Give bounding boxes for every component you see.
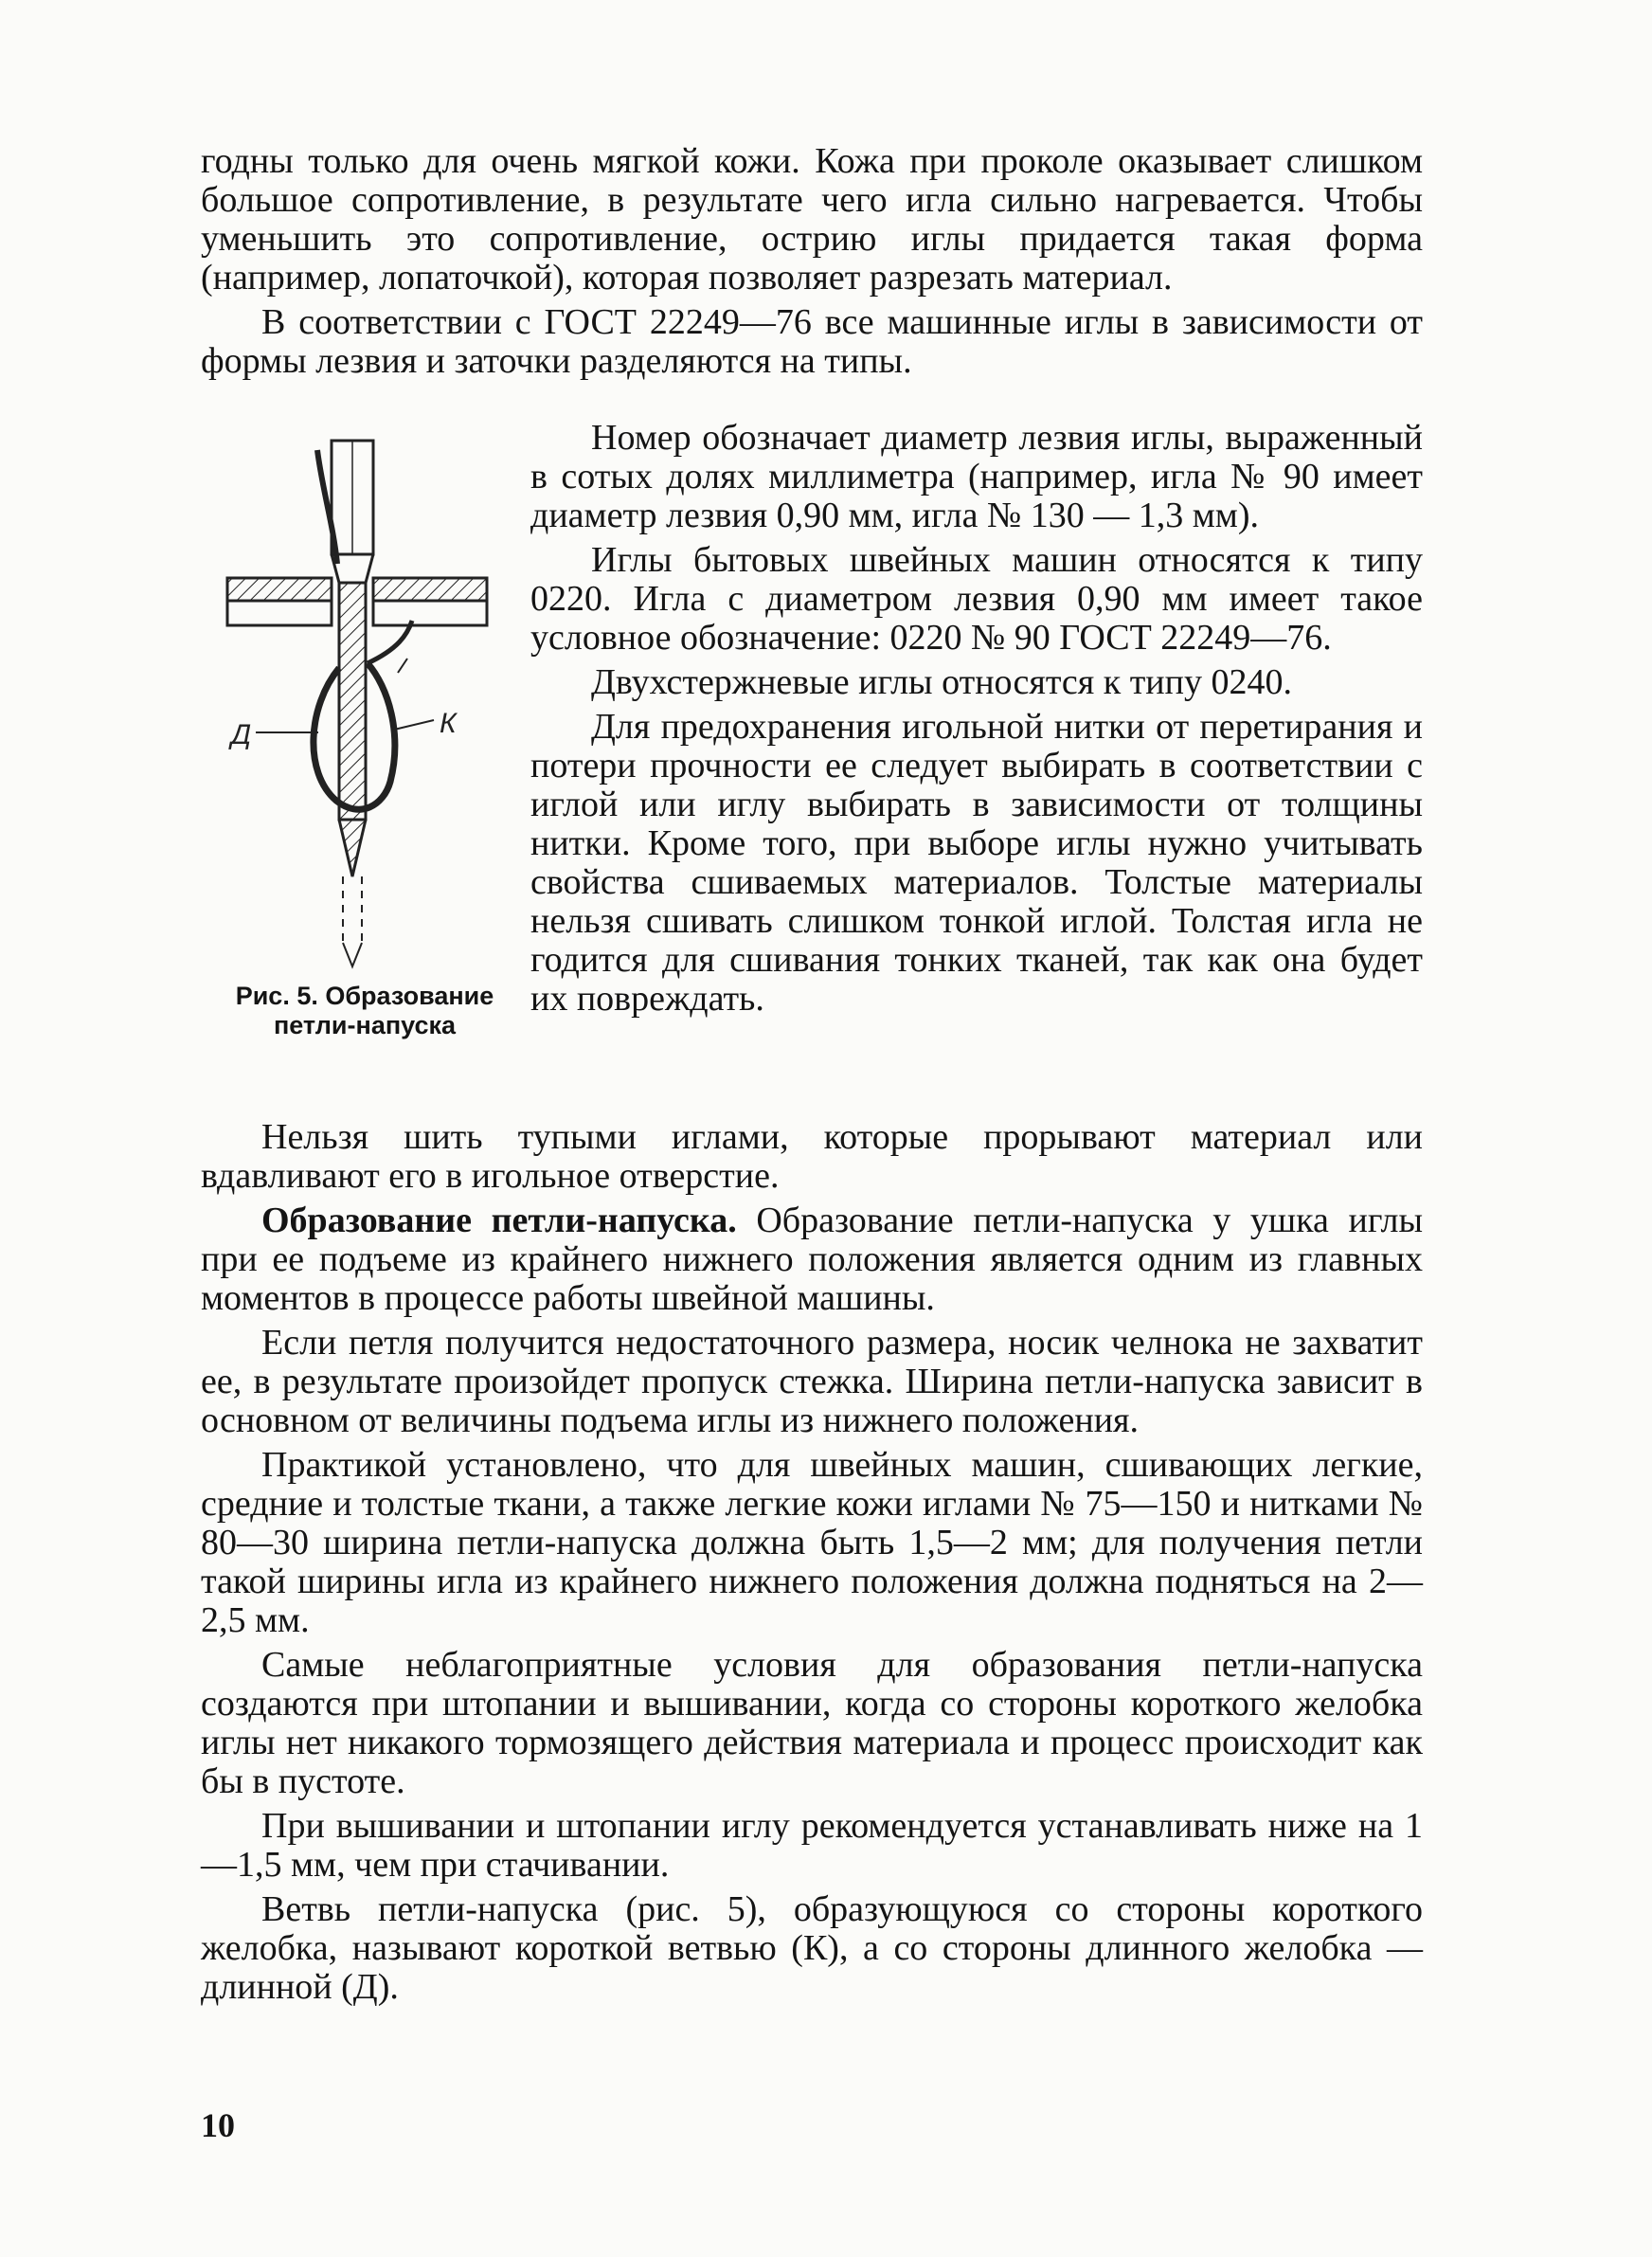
fabric-right-bottom — [373, 601, 487, 625]
paragraph-with-heading — [201, 1201, 1423, 1318]
paragraph: Если петля получится недостаточного размера, носик челнока не захватит ее, в результате произойдет пропуск стежка. Ширина петли-напуска зависит в основном от величины подъема иглы из нижнего положения. — [201, 1323, 1423, 1440]
needle-loop-figure — [218, 431, 512, 971]
paragraph: Номер обозначает диаметр лезвия иглы, выраженный в сотых долях миллиметра (например, игла № 90 имеет диаметр лезвия 0,90 мм, игла № 130 — 1,3 мм). — [530, 418, 1423, 535]
text-block-top — [201, 142, 1423, 381]
paragraph: Для предохранения игольной нитки от перетирания и потери прочности ее следует выбирать в соответствии с иглой или иглу выбирать в зависимости от толщины нитки. Кроме того, при выборе иглы нужно учитывать свойства сшиваемых материалов. Толстые материалы нельзя сшивать слишком тонкой иглой. Толстая игла не годится для сшивания тонких тканей, так как она будет их повреждать. — [530, 707, 1423, 1019]
paragraph: Нельзя шить тупыми иглами, которые прорывают материал или вдавливают его в игольное отверстие. — [201, 1117, 1423, 1196]
section-heading: Образование петли-напуска. — [261, 1201, 737, 1240]
paragraph: При вышивании и штопании иглу рекомендуется устанавливать ниже на 1—1,5 мм, чем при стачивании. — [201, 1806, 1423, 1885]
paragraph: Ветвь петли-напуска (рис. 5), образующуюся со стороны короткого желобка, называют короткой ветвью (К), а со стороны длинного желобка — длинной (Д). — [201, 1889, 1423, 2007]
text-block-bottom — [201, 1118, 1423, 2007]
paragraph-text: Образование петли-напуска у ушка иглы при ее подъеме из крайнего нижнего положения является одним из главных моментов в процессе работы швейной машины. — [201, 1201, 1424, 1318]
fabric-left-bottom — [227, 601, 332, 625]
needle-loop-drawing — [218, 431, 512, 971]
paragraph: Двухстержневые иглы относятся к типу 0240. — [591, 662, 1292, 702]
paragraph: Практикой установлено, что для швейных машин, сшивающих легкие, средние и толстые ткани, а также легкие кожи иглами № 75—150 и нитками № 80—30 ширина петли-напуска должна быть 1,5—2 мм; для получения петли такой ширины игла из крайнего нижнего положения должна подняться на 2—2,5 мм. — [201, 1445, 1423, 1640]
paragraph: Иглы бытовых швейных машин относятся к типу 0220. Игла с диаметром лезвия 0,90 мм имеет такое условное обозначение: 0220 № 90 ГОСТ 22249—76. — [530, 540, 1423, 658]
figure-caption: Рис. 5. Образование петли-напуска — [235, 982, 494, 1039]
label-short-branch: К — [440, 708, 457, 739]
page-number: 10 — [201, 2106, 235, 2144]
fabric-right-top — [373, 578, 487, 601]
fabric-left-top — [227, 578, 332, 601]
text-block-right — [530, 419, 1423, 1019]
needle-blade — [339, 583, 366, 820]
needle-tip — [339, 820, 366, 876]
label-long-branch: Д — [231, 719, 252, 750]
paragraph: Самые неблагоприятные условия для образования петли-напуска создаются при штопании и вышивании, когда со стороны короткого желобка иглы нет никакого тормозящего действия материала и процесс происходит как бы в пустоте. — [201, 1645, 1423, 1801]
upper-thread — [317, 450, 337, 564]
paragraph: В соответствии с ГОСТ 22249—76 все машинные иглы в зависимости от формы лезвия и заточки разделяются на типы. — [201, 302, 1423, 381]
paragraph: годны только для очень мягкой кожи. Кожа при проколе оказывает слишком большое сопротивление, в результате чего игла сильно нагревается. Чтобы уменьшить это сопротивление, острию иглы придается такая форма (например, лопаточкой), которая позволяет разрезать материал. — [201, 141, 1423, 298]
